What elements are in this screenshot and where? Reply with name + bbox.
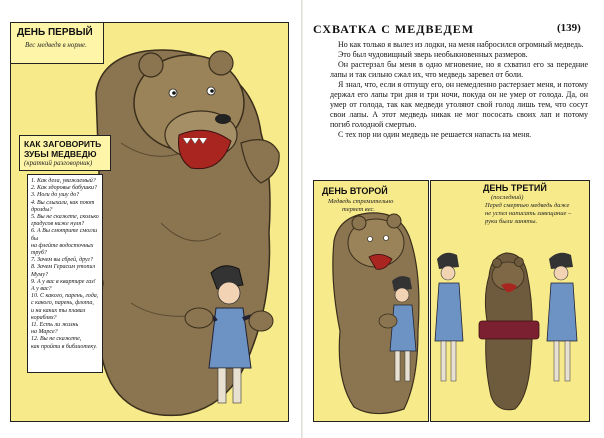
paragraph: С тех пор ни один медведь не решается напасть на меня. xyxy=(338,130,532,139)
phrasebook-header xyxy=(19,135,111,171)
story-text xyxy=(330,40,588,140)
list-item: 7. Зачем вы сбрей, друг? xyxy=(31,257,93,264)
day-three-subtitle-line-0: (последний) xyxy=(491,194,524,201)
list-item: на Марсе? xyxy=(31,329,58,336)
phrasebook-subtitle: (краткий разговорник) xyxy=(24,159,93,167)
list-item: 11. Есть ли жизнь xyxy=(31,322,79,329)
phrasebook-list xyxy=(27,174,103,373)
baron-figure-right xyxy=(547,253,577,381)
list-item: 2. Как здоровье бабушки? xyxy=(31,185,98,192)
list-item: на флейте водосточных xyxy=(31,242,94,249)
list-item: 10. С какого, парень, года, xyxy=(31,293,99,300)
list-item: труб? xyxy=(31,250,47,257)
illustration-day-three xyxy=(430,180,590,422)
list-item: 4. Вы слыхали, как поют xyxy=(31,199,95,206)
day-two-title: ДЕНЬ ВТОРОЙ xyxy=(322,186,388,196)
paragraph: Он растерзал бы меня в одно мгновение, но я схватил его за передние лапы и так сильно сжал их, что медведь заревел от боли. xyxy=(330,60,588,79)
page-gutter xyxy=(301,0,303,438)
list-item: с какого, парень, флота, xyxy=(31,300,94,307)
day-two-subtitle-line-1: Медведь стремительно xyxy=(328,198,394,205)
list-item: градусов ниже нуля? xyxy=(31,221,85,228)
list-item: как пройти в библиотеку. xyxy=(31,343,97,350)
list-item: 9. А у вас в квартире газ! xyxy=(31,278,96,285)
list-item: и на каких ты плавал xyxy=(31,307,86,314)
list-item: дрозды? xyxy=(31,206,53,213)
list-item: 8. Зачем Герасим утопил xyxy=(31,264,96,271)
chapter-title: СХВАТКА С МЕДВЕДЕМ xyxy=(313,22,475,36)
list-item: Муму? xyxy=(31,271,49,278)
day-two-subtitle-line-2: теряет вес. xyxy=(342,206,376,213)
list-item: 5. Вы не скажете, сколько xyxy=(31,214,99,221)
list-item: 1. Как дела, уважаемый? xyxy=(31,178,96,184)
illustration-day-two xyxy=(313,180,429,422)
paragraph: Это был чудовищный зверь необыкновенных размеров. xyxy=(338,50,528,59)
day-one-caption xyxy=(11,23,104,64)
day-one-subtitle: Вес медведя в норме. xyxy=(25,41,87,49)
list-item: 6. А Вы смотрите смогли бы xyxy=(31,228,98,242)
day-three-title: ДЕНЬ ТРЕТИЙ xyxy=(483,183,547,193)
illustration-day-one xyxy=(10,22,289,422)
day-three-subtitle-line-1: Перед смертью медведь даже xyxy=(485,202,570,209)
day-three-subtitle-line-3: руки были заняты. xyxy=(485,218,538,225)
baron-figure-left xyxy=(435,253,463,381)
day-one-title: ДЕНЬ ПЕРВЫЙ xyxy=(17,27,93,38)
phrasebook-title-line-2: ЗУБЫ МЕДВЕДЮ xyxy=(24,149,97,159)
paragraph: Но как только я вылез из лодки, на меня набросился огромный медведь. xyxy=(338,40,584,49)
phrasebook-title-line-1: КАК ЗАГОВОРИТЬ xyxy=(24,139,102,149)
list-item: 3. Ноги до ушу до? xyxy=(31,192,80,199)
list-item: кораблях? xyxy=(31,314,57,321)
paragraph: Я знал, что, если я отпущу его, он немедленно растерзает меня, и потому держал его лапы три дня и три ночи, покуда он не умер от голода. Да, он умер от голода, так как медведи утоляют свой голод лишь тем, что сосут свои лапы. А этот медведь никак не мог пососать своих лап и потому погиб голодной смертью. xyxy=(330,80,588,129)
page-number: (139) xyxy=(557,22,581,34)
list-item: 12. Вы не скажете, xyxy=(31,336,82,343)
thinner-bear-illustration xyxy=(314,181,428,421)
day-three-subtitle-line-2: не успел написать завещание – xyxy=(485,210,572,217)
list-item: А у вас? xyxy=(31,286,52,293)
